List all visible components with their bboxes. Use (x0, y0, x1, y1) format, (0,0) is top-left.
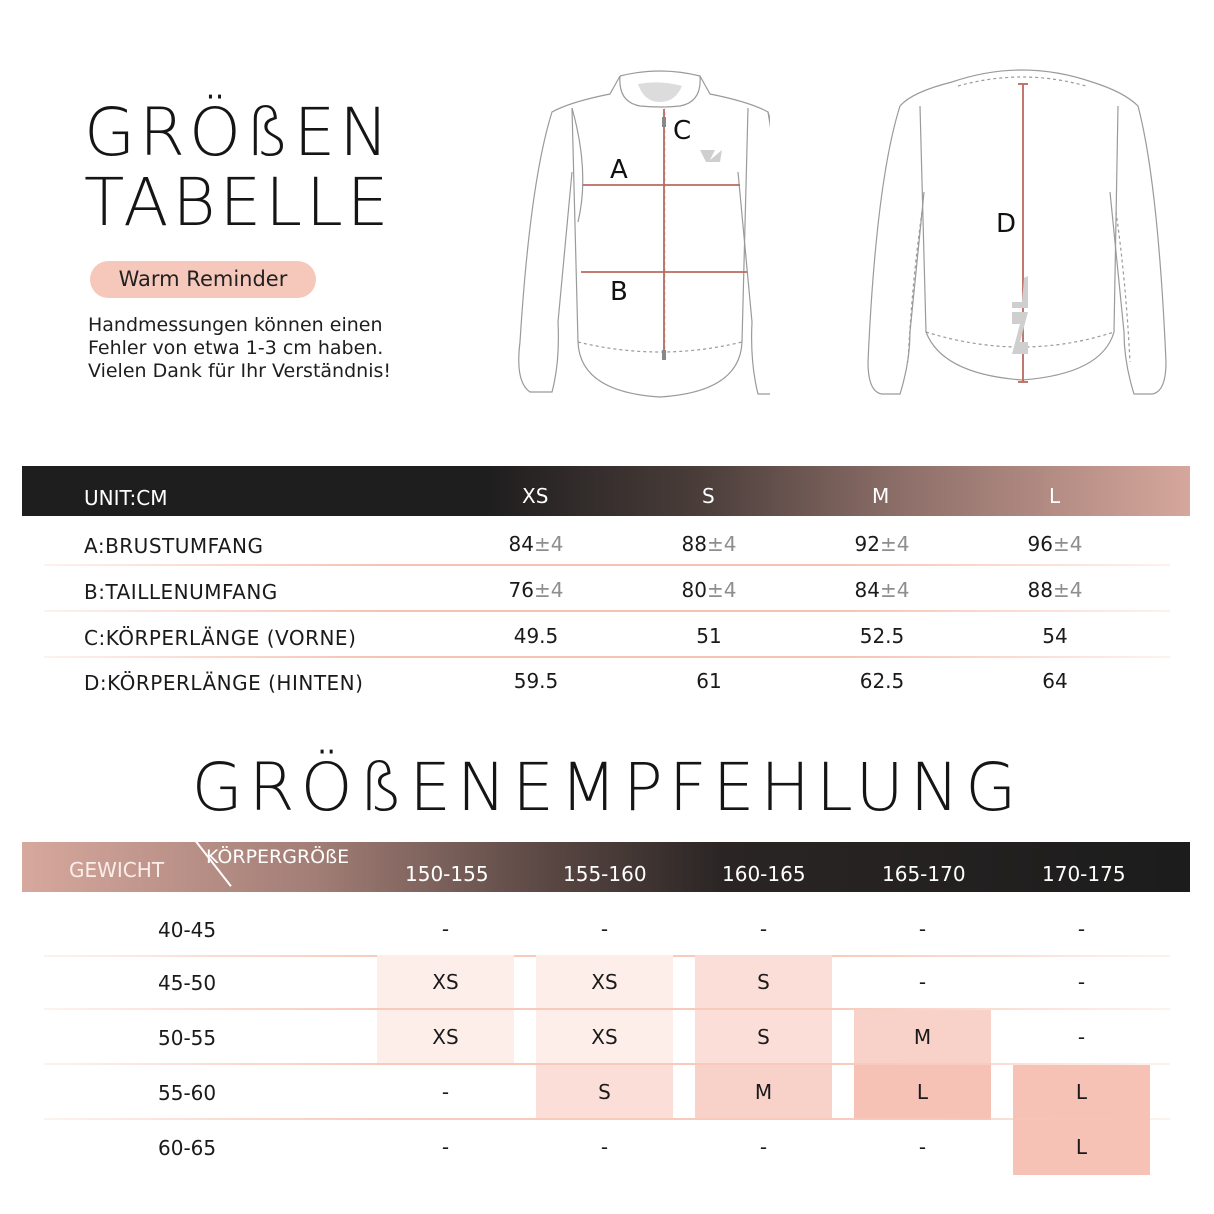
measurement-value (995, 669, 1115, 693)
value-number: 49.5 (513, 624, 559, 648)
recommended-size-cell: - (1077, 970, 1086, 994)
size-table-row (44, 566, 1170, 612)
recommendation-row (44, 1065, 1170, 1120)
value-number: 61 (696, 669, 722, 693)
recommended-size-cell: - (918, 1135, 927, 1159)
size-table-header (22, 466, 1190, 516)
value-tolerance: ±4 (533, 578, 564, 602)
title-line-1: GRÖßEN (84, 94, 393, 171)
recommendation-row (44, 902, 1170, 957)
value-number: 80 (681, 578, 707, 602)
recommended-size-cell: M (854, 1010, 991, 1065)
value-number: 51 (696, 624, 722, 648)
measurement-label: C:KÖRPERLÄNGE (VORNE) (84, 626, 357, 650)
weight-range-label: 45-50 (158, 971, 217, 995)
recommendation-row (44, 1120, 1170, 1175)
size-header-s: S (702, 484, 715, 508)
recommended-size-cell: S (695, 1010, 832, 1065)
jersey-front-diagram (510, 62, 770, 402)
recommended-size-cell: - (441, 1135, 450, 1159)
recommended-size-cell: - (1077, 1025, 1086, 1049)
value-tolerance: ±4 (879, 578, 910, 602)
value-number: 92 (854, 532, 880, 556)
value-tolerance: ±4 (1052, 532, 1083, 556)
size-table-row (44, 612, 1170, 658)
height-range: 165-170 (882, 862, 966, 886)
measurement-value (822, 578, 942, 602)
weight-range-label: 60-65 (158, 1136, 217, 1160)
measurement-label: A:BRUSTUMFANG (84, 534, 264, 558)
weight-range-label: 55-60 (158, 1081, 217, 1105)
note-line: Vielen Dank für Ihr Verständnis! (88, 360, 391, 382)
recommended-size-cell: S (695, 955, 832, 1010)
value-tolerance: ±4 (879, 532, 910, 556)
value-number: 84 (508, 532, 534, 556)
measurement-label: D:KÖRPERLÄNGE (HINTEN) (84, 671, 364, 695)
size-header-m: M (872, 484, 890, 508)
measurement-value (476, 669, 596, 693)
logo-icon (1012, 276, 1028, 354)
value-number: 62.5 (859, 669, 905, 693)
measurement-value (476, 578, 596, 602)
value-number: 52.5 (859, 624, 905, 648)
note-line: Fehler von etwa 1-3 cm haben. (88, 337, 384, 359)
value-tolerance: ±4 (533, 532, 564, 556)
title-line-2: TABELLE (84, 164, 393, 241)
recommendation-title: GRÖßENEMPFEHLUNG (191, 749, 1023, 826)
height-range: 170-175 (1042, 862, 1126, 886)
measurement-value (649, 669, 769, 693)
recommended-size-cell: XS (377, 1010, 514, 1065)
size-header-xs: XS (522, 484, 549, 508)
recommendation-row (44, 1010, 1170, 1065)
value-number: 84 (854, 578, 880, 602)
height-range: 150-155 (405, 862, 489, 886)
recommended-size-cell: S (536, 1065, 673, 1120)
value-number: 64 (1042, 669, 1068, 693)
jersey-back-diagram (862, 62, 1172, 402)
recommended-size-cell: M (695, 1065, 832, 1120)
recommended-size-cell: L (854, 1065, 991, 1120)
height-range: 160-165 (722, 862, 806, 886)
measurement-value (995, 624, 1115, 648)
recommended-size-cell: - (918, 917, 927, 941)
recommended-size-cell: XS (377, 955, 514, 1010)
measurement-value (995, 532, 1115, 556)
weight-range-label: 40-45 (158, 918, 217, 942)
page-title (84, 94, 393, 241)
recommendation-table-header (22, 842, 1190, 892)
measurement-label: B:TAILLENUMFANG (84, 580, 278, 604)
measurement-value (822, 532, 942, 556)
label-a: A (610, 155, 628, 185)
value-number: 59.5 (513, 669, 559, 693)
measurement-value (649, 532, 769, 556)
recommended-size-cell: L (1013, 1120, 1150, 1175)
measurement-value (476, 624, 596, 648)
value-number: 96 (1027, 532, 1053, 556)
measurement-value (649, 578, 769, 602)
note-line: Handmessungen können einen (88, 314, 383, 336)
logo-icon (700, 150, 722, 162)
measurement-note (88, 314, 391, 383)
value-number: 76 (508, 578, 534, 602)
recommended-size-cell: - (441, 917, 450, 941)
measurement-value (476, 532, 596, 556)
recommended-size-cell: - (759, 917, 768, 941)
value-tolerance: ±4 (1052, 578, 1083, 602)
size-table-row (44, 520, 1170, 566)
label-c: C (673, 116, 692, 146)
recommended-size-cell: XS (536, 955, 673, 1010)
unit-label: UNIT:CM (84, 486, 168, 510)
recommendation-row (44, 955, 1170, 1010)
recommended-size-cell: XS (536, 1010, 673, 1065)
recommended-size-cell: - (600, 1135, 609, 1159)
label-b: B (610, 277, 628, 307)
label-d: D (996, 209, 1017, 239)
height-range: 155-160 (563, 862, 647, 886)
weight-range-label: 50-55 (158, 1026, 217, 1050)
size-table-row (44, 657, 1170, 703)
value-number: 88 (1027, 578, 1053, 602)
value-number: 54 (1042, 624, 1068, 648)
warm-reminder-badge: Warm Reminder (90, 261, 316, 298)
value-tolerance: ±4 (706, 578, 737, 602)
recommended-size-cell: - (918, 970, 927, 994)
value-number: 88 (681, 532, 707, 556)
recommended-size-cell: - (1077, 917, 1086, 941)
size-header-l: L (1049, 484, 1061, 508)
value-tolerance: ±4 (706, 532, 737, 556)
height-label: KÖRPERGRÖßE (206, 846, 350, 868)
weight-label: GEWICHT (69, 858, 165, 882)
measurement-value (822, 669, 942, 693)
measurement-value (822, 624, 942, 648)
recommended-size-cell: - (600, 917, 609, 941)
recommended-size-cell: L (1013, 1065, 1150, 1120)
measurement-value (649, 624, 769, 648)
measurement-value (995, 578, 1115, 602)
recommended-size-cell: - (759, 1135, 768, 1159)
recommended-size-cell: - (441, 1080, 450, 1104)
